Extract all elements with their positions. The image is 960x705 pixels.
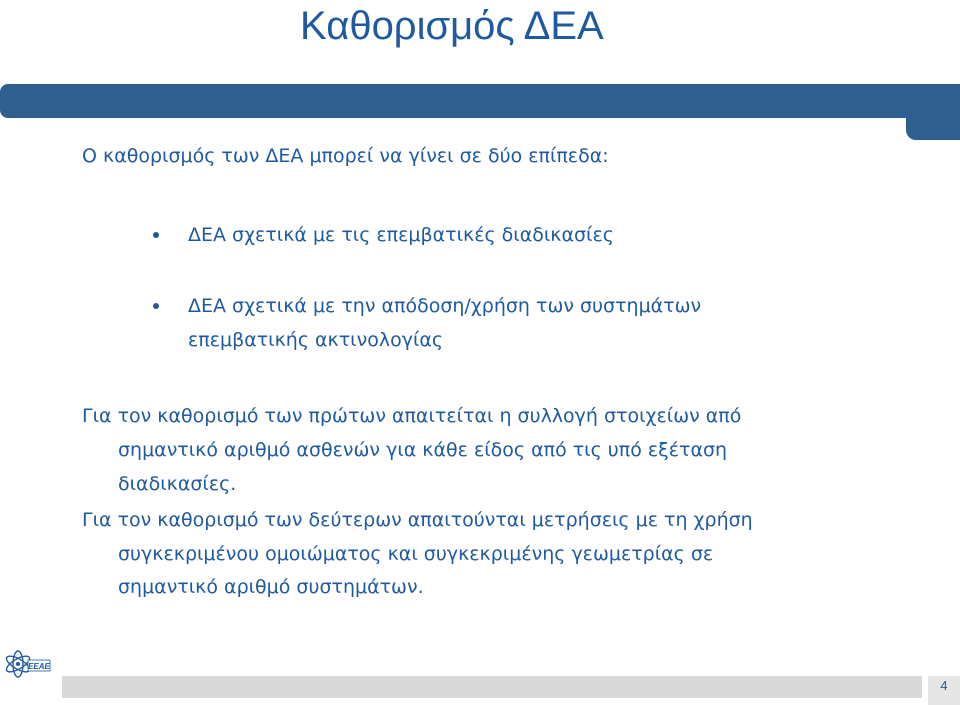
paragraph-1-line-2: σημαντικό αριθμό ασθενών για κάθε είδος από τις υπό εξέταση xyxy=(118,439,728,461)
eeae-logo xyxy=(2,648,62,688)
top-banner xyxy=(0,84,960,118)
slide-title: Καθορισμός ΔΕΑ xyxy=(300,4,604,48)
paragraph-1-line-1: Για τον καθορισμό των πρώτων απαιτείται η συλλογή στοιχείων από xyxy=(82,405,742,427)
paragraph-2-line-3: σημαντικό αριθμό συστημάτων. xyxy=(118,576,424,598)
page-number: 4 xyxy=(940,678,948,693)
paragraph-2-line-1: Για τον καθορισμό των δεύτερων απαιτούνται μετρήσεις με τη χρήση xyxy=(82,509,753,531)
footer-bar xyxy=(62,676,922,698)
intro-text: Ο καθορισμός των ΔΕΑ μπορεί να γίνει σε δύο επίπεδα: xyxy=(82,145,609,167)
paragraph-1-line-3: διαδικασίες. xyxy=(118,473,237,495)
logo-text: ΕΕΑΕ xyxy=(28,662,50,671)
bullet-item-2-line-2: επεμβατικής ακτινολογίας xyxy=(188,329,444,351)
paragraph-2-line-2: συγκεκριμένου ομοιώματος και συγκεκριμένης γεωμετρίας σε xyxy=(118,543,714,565)
bullet-item-2-line-1: ΔΕΑ σχετικά με την απόδοση/χρήση των συστημάτων xyxy=(188,295,702,317)
bullet-dot xyxy=(153,303,159,309)
top-banner-tab xyxy=(906,84,960,140)
bullet-dot xyxy=(153,232,159,238)
bullet-item-1: ΔΕΑ σχετικά με τις επεμβατικές διαδικασίες xyxy=(188,224,614,246)
